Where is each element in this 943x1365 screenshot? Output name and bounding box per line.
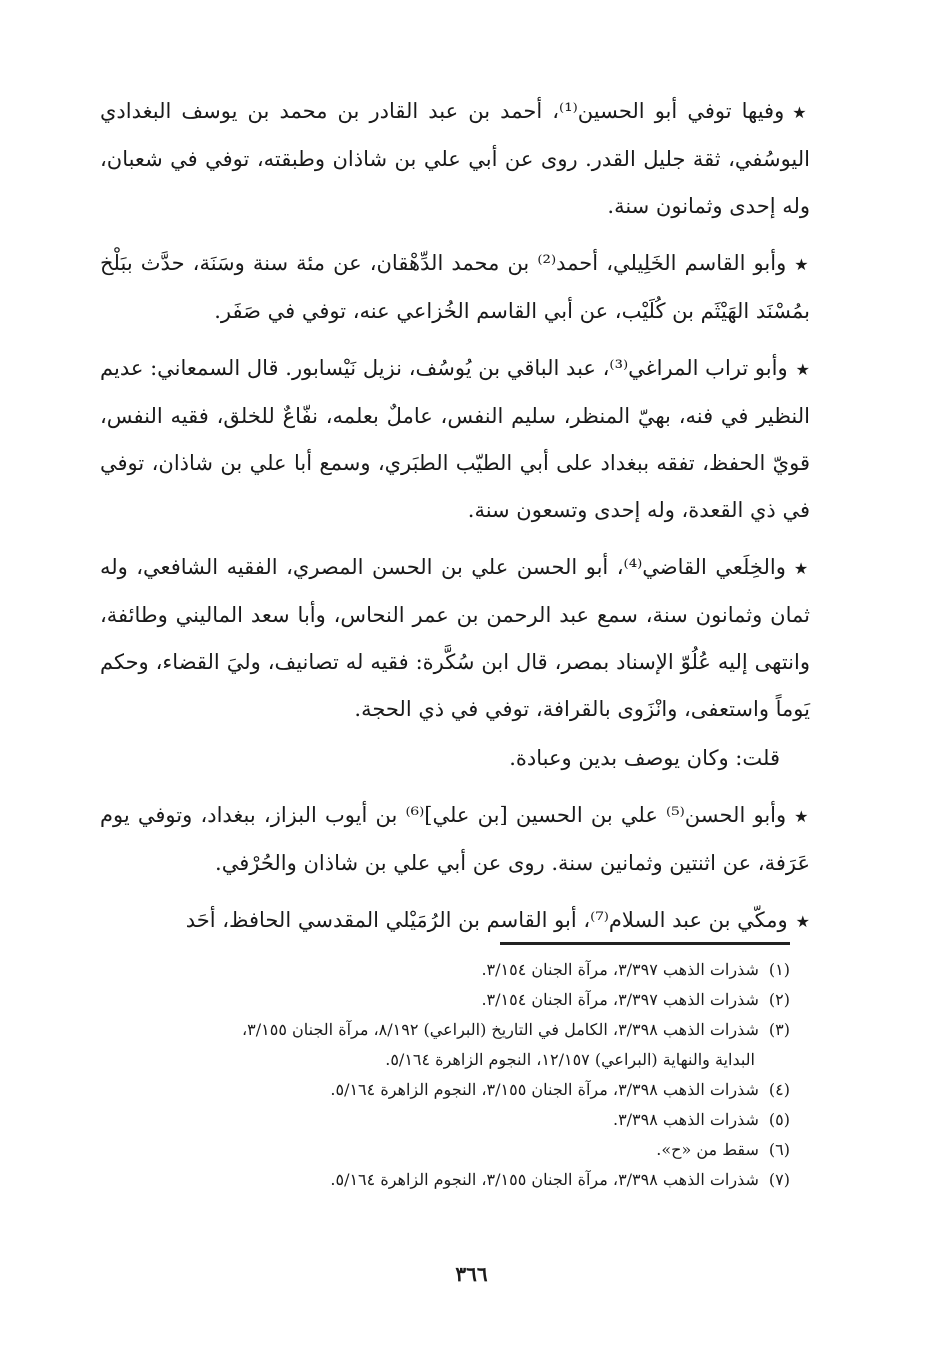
entry-paragraph [100,345,810,534]
star-bullet-icon: ★ [792,103,811,122]
footnote-text: سقط من «ح». [656,1140,759,1159]
entry-text: والخِلَعي القاضي⁽⁴⁾، أبو الحسن علي بن الحسن المصري، الفقيه الشافعي، وله ثمان وثمانون سنة، سمع عبد الرحمن بن عمر النحاس، وأبا سعد الماليني وطائفة، وانتهى إليه عُلُوّ الإسناد بمصر، قال ابن سُكَّرة: فقيه له تصانيف، وليَ القضاء، وحكم يَوماً واستعفى، وانْزَوى بالقرافة، توفي في ذي الحجة. [100,555,810,721]
entry-paragraph [100,240,810,335]
footnote-text: شذرات الذهب ٣/٣٩٨، مرآة الجنان ٣/١٥٥، النجوم الزاهرة ٥/١٦٤. [330,1170,759,1189]
footnote-text: شذرات الذهب ٣/٣٩٨. [612,1110,759,1129]
footnote-text: شذرات الذهب ٣/٣٩٧، مرآة الجنان ٣/١٥٤. [481,990,759,1009]
footnote [80,1015,790,1045]
footnote-text: شذرات الذهب ٣/٣٩٧، مرآة الجنان ٣/١٥٤. [481,960,759,979]
entry-paragraph [100,544,810,733]
footnote-number: (٦) [768,1140,790,1159]
star-bullet-icon: ★ [795,360,810,379]
footnote-number: (١) [768,960,790,979]
footnote-text: شذرات الذهب ٣/٣٩٨، الكامل في التاريخ (البراعي) ٨/١٩٢، مرآة الجنان ٣/١٥٥، [241,1020,759,1039]
entry-text: وفيها توفي أبو الحسين⁽¹⁾، أحمد بن عبد القادر بن محمد بن يوسف البغدادي اليوسُفي، ثقة جليل القدر. روى عن أبي علي بن شاذان وطبقته، توفي في شعبان، وله إحدى وثمانون سنة. [100,99,810,218]
entry-paragraph [100,88,810,230]
footnote [80,1165,790,1195]
footnote-continuation: البداية والنهاية (البراعي) ١٢/١٥٧، النجوم الزاهرة ٥/١٦٤. [385,1050,755,1069]
page-number: ٣٦٦ [455,1262,488,1286]
main-text [100,88,810,955]
entry-text: ومكّي بن عبد السلام⁽⁷⁾، أبو القاسم بن الرُمَيْلي المقدسي الحافظ، أحَد [185,908,788,932]
star-bullet-icon: ★ [795,912,810,931]
entry-text: وأبو تراب المراغي⁽³⁾، عبد الباقي بن يُوسُف، نزيل نَيْسابور. قال السمعاني: عديم النظير في فنه، بهيّ المنظر، سليم النفس، عاملٌ بعلمه، نفّاعٌ للخلق، فقيه النفس، قويّ الحفظ، تفقه ببغداد على أبي الطيّب الطبَري، وسمع أبا علي بن شاذان، توفي في ذي القعدة، وله إحدى وتسعون سنة. [100,356,810,522]
entry-paragraph [100,792,810,887]
footnote-number: (٢) [768,990,790,1009]
footnote-number: (٥) [768,1110,790,1129]
footnote-number: (٤) [768,1080,790,1099]
footnote-number: (٧) [768,1170,790,1189]
author-note: قلت: وكان يوصف بدين وعبادة. [509,746,780,770]
footnote [80,1075,790,1105]
entry-paragraph [100,897,810,945]
entry-text: وأبو الحسن⁽⁵⁾ علي بن الحسين [بن علي]⁽⁶⁾ بن أيوب البزاز، ببغداد، وتوفي يوم عَرَفة، عن اثنتين وثمانين سنة. روى عن أبي علي بن شاذان والحُرْفي. [100,803,810,875]
star-bullet-icon: ★ [794,807,811,826]
entry-text: وأبو القاسم الخَلِيلي، أحمد⁽²⁾ بن محمد الدِّهْقان، عن مئة سنة وسَنَة، حدَّث ببَلْخ بمُسْنَد الهَيْثَم بن كُلَيْب، عن أبي القاسم الخُزاعي عنه، توفي في صَفَر. [100,251,810,323]
footnote [80,1135,790,1165]
star-bullet-icon: ★ [794,255,810,274]
footnote-divider [500,942,790,945]
footnote-text: شذرات الذهب ٣/٣٩٨، مرآة الجنان ٣/١٥٥، النجوم الزاهرة ٥/١٦٤. [330,1080,759,1099]
star-bullet-icon: ★ [793,559,811,578]
footnotes [80,955,790,1195]
footnote [80,985,790,1015]
footnote [80,955,790,985]
footnote [80,1105,790,1135]
footnote-number: (٣) [768,1020,790,1039]
